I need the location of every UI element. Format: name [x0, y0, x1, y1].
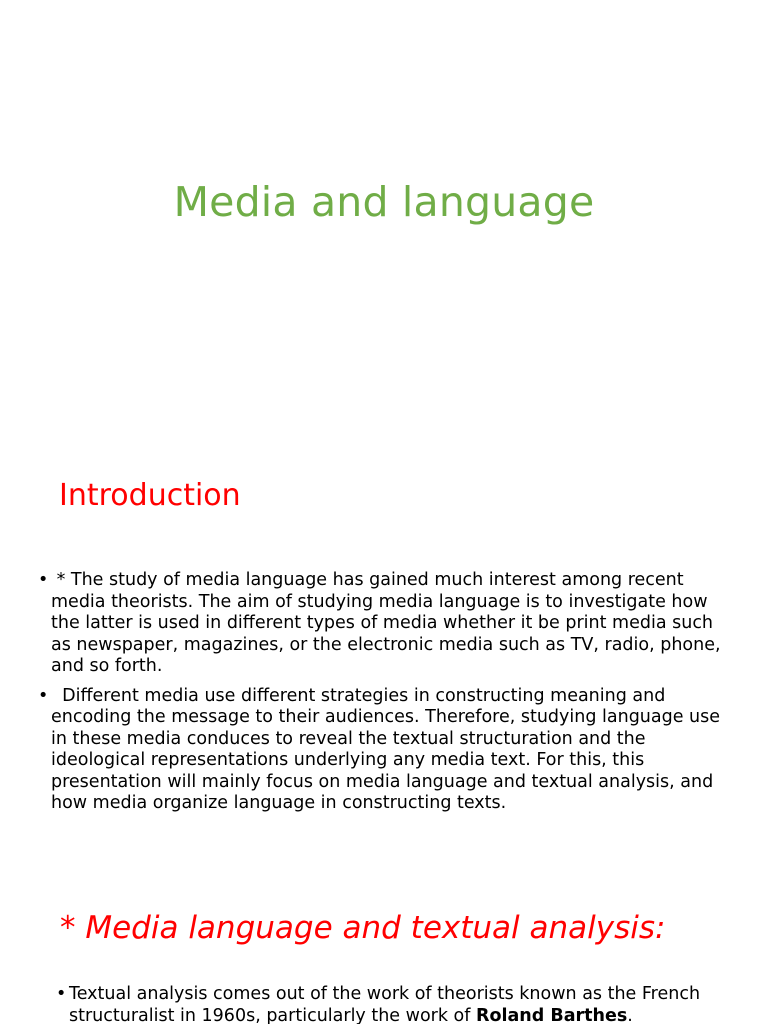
textual-analysis-heading: * Media language and textual analysis: [60, 910, 666, 946]
textual-analysis-slide [0, 864, 768, 1024]
bullet-text: Textual analysis comes out of the work of theorists known as the French structuralist in 1960s, particularly the work of [69, 984, 701, 1024]
author-name: Roland Barthes [475, 1005, 628, 1024]
list-item [38, 570, 738, 678]
presentation-title: Media and language [173, 178, 595, 226]
title-slide [0, 0, 768, 432]
bullet-text: Different media use different strategies in constructing meaning and encoding the message to their audiences. Therefore, studying language use in these media conduces to reveal the textual structuration and the ideological representations underlying any media text. For this, this presentation will mainly focus on media language and textual analysis, and how media organize language in constructing texts. [51, 685, 726, 813]
bullet-text-end: . [627, 1005, 633, 1024]
bullet-icon: • [38, 685, 49, 706]
list-item [56, 984, 756, 1024]
textual-analysis-bullet-list [56, 984, 756, 1024]
bullet-icon: • [56, 984, 67, 1004]
introduction-heading: Introduction [59, 478, 241, 513]
introduction-bullet-list [38, 570, 738, 823]
bullet-text: * The study of media language has gained much interest among recent media theorists. The aim of studying media language is to investigate how the latter is used in different types of media whether it be print media such as newspaper, magazines, or the electronic media such as TV, radio, phone, and so forth. [51, 570, 727, 676]
introduction-slide [0, 432, 768, 864]
list-item [38, 686, 738, 815]
bullet-icon: • [38, 570, 49, 590]
